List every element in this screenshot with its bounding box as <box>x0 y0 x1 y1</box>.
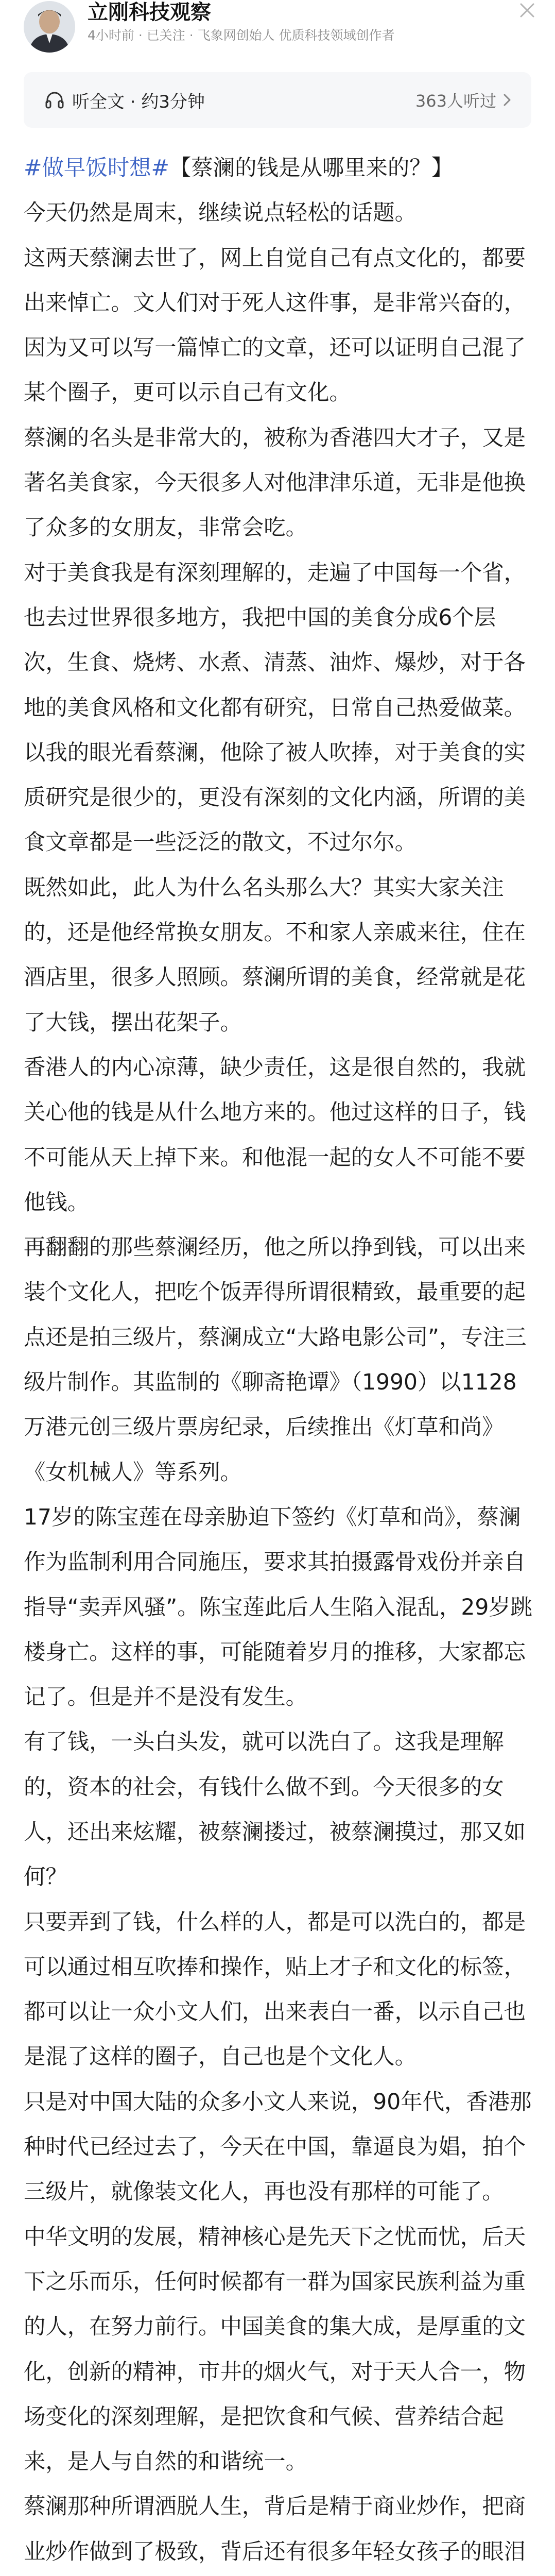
paragraph: 以我的眼光看蔡澜，他除了被人吹捧，对于美食的实质研究是很少的，更没有深刻的文化内涵，所谓的美食文章都是一些泛泛的散文，不过尔尔。 <box>24 739 526 855</box>
paragraph: 只是对中国大陆的众多小文人来说，90年代，香港那种时代已经过去了，今天在中国，靠逼良为娼，拍个三级片，就像装文化人，再也没有那样的可能了。 <box>24 2089 532 2205</box>
listen-full-text-button[interactable] <box>44 88 205 112</box>
paragraph: 蔡澜的名头是非常大的，被称为香港四大才子，又是著名美食家，今天很多人对他津津乐道，无非是他换了众多的女朋友，非常会吃。 <box>24 425 526 540</box>
paragraph: 这两天蔡澜去世了，网上自觉自己有点文化的，都要出来悼亡。文人们对于死人这件事，是非常兴奋的，因为又可以写一篇悼亡的文章，还可以证明自己混了某个圈子，更可以示自己有文化。 <box>24 245 526 405</box>
article-header <box>0 0 555 62</box>
article-title-line <box>24 145 536 190</box>
article-body <box>24 145 536 2576</box>
headphone-icon <box>44 90 65 110</box>
listen-label: 听全文 · 约3分钟 <box>72 91 205 112</box>
paragraph: 既然如此，此人为什么名头那么大？其实大家关注的，还是他经常换女朋友。不和家人亲戚来往，住在酒店里，很多人照顾。蔡澜所谓的美食，经常就是花了大钱，摆出花架子。 <box>24 874 526 1035</box>
paragraph: 蔡澜那种所谓洒脱人生，背后是精于商业炒作，把商业炒作做到了极致，背后还有很多年轻女孩子的眼泪 <box>24 2494 526 2564</box>
paragraph: 17岁的陈宝莲在母亲胁迫下签约《灯草和尚》，蔡澜作为监制利用合同施压，要求其拍摄露骨戏份并亲自指导“卖弄风骚”。陈宝莲此后人生陷入混乱，29岁跳楼身亡。这样的事，可能随着岁月的推移，大家都忘记了。但是并不是没有发生。 <box>24 1504 533 1710</box>
paragraph: 今天仍然是周末，继续说点轻松的话题。 <box>24 200 417 226</box>
paragraph: 有了钱，一头白头发，就可以洗白了。这我是理解的，资本的社会，有钱什么做不到。今天很多的女人，还出来炫耀，被蔡澜搂过，被蔡澜摸过，那又如何？ <box>24 1729 526 1890</box>
paragraph: 只要弄到了钱，什么样的人，都是可以洗白的，都是可以通过相互吹捧和操作，贴上才子和文化的标签，都可以让一众小文人们，出来表白一番，以示自己也是混了这样的圈子，自己也是个文化人。 <box>24 1909 526 2070</box>
listen-count: 363人听过 <box>415 91 496 111</box>
paragraph: 再翻翻的那些蔡澜经历，他之所以挣到钱，可以出来装个文化人，把吃个饭弄得所谓很精致，最重要的起点还是拍三级片，蔡澜成立“大路电影公司”，专注三级片制作。其监制的《聊斋艳谭》（1990）以1128万港元创三级片票房纪录，后续推出《灯草和尚》《女机械人》等系列。 <box>24 1234 527 1485</box>
author-name[interactable]: 立刚科技观察 <box>88 1 211 24</box>
avatar[interactable] <box>24 1 75 53</box>
article-title: 【蔡澜的钱是从哪里来的？】 <box>169 155 454 180</box>
avatar-image <box>24 1 75 53</box>
chevron-right-icon <box>501 92 513 108</box>
hashtag-link[interactable]: #做早饭时想# <box>24 155 169 180</box>
listen-count-link[interactable] <box>415 88 513 112</box>
close-icon[interactable] <box>517 0 537 21</box>
author-meta: 4小时前 · 已关注 · 飞象网创始人 优质科技领域创作者 <box>88 28 395 43</box>
listen-bar[interactable] <box>24 72 531 128</box>
paragraph: 对于美食我是有深刻理解的，走遍了中国每一个省，也去过世界很多地方，我把中国的美食分成6个层次，生食、烧烤、水煮、清蒸、油炸、爆炒，对于各地的美食风格和文化都有研究，日常自己热爱做菜。 <box>24 560 526 720</box>
paragraph: 香港人的内心凉薄，缺少责任，这是很自然的，我就关心他的钱是从什么地方来的。他过这样的日子，钱不可能从天上掉下来。和他混一起的女人不可能不要他钱。 <box>24 1054 526 1215</box>
paragraph: 中华文明的发展，精神核心是先天下之忧而忧，后天下之乐而乐，任何时候都有一群为国家民族利益为重的人，在努力前行。中国美食的集大成，是厚重的文化，创新的精神，市井的烟火气，对于天人合一，物场变化的深刻理解，是把饮食和气候、营养结合起来，是人与自然的和谐统一。 <box>24 2224 526 2475</box>
